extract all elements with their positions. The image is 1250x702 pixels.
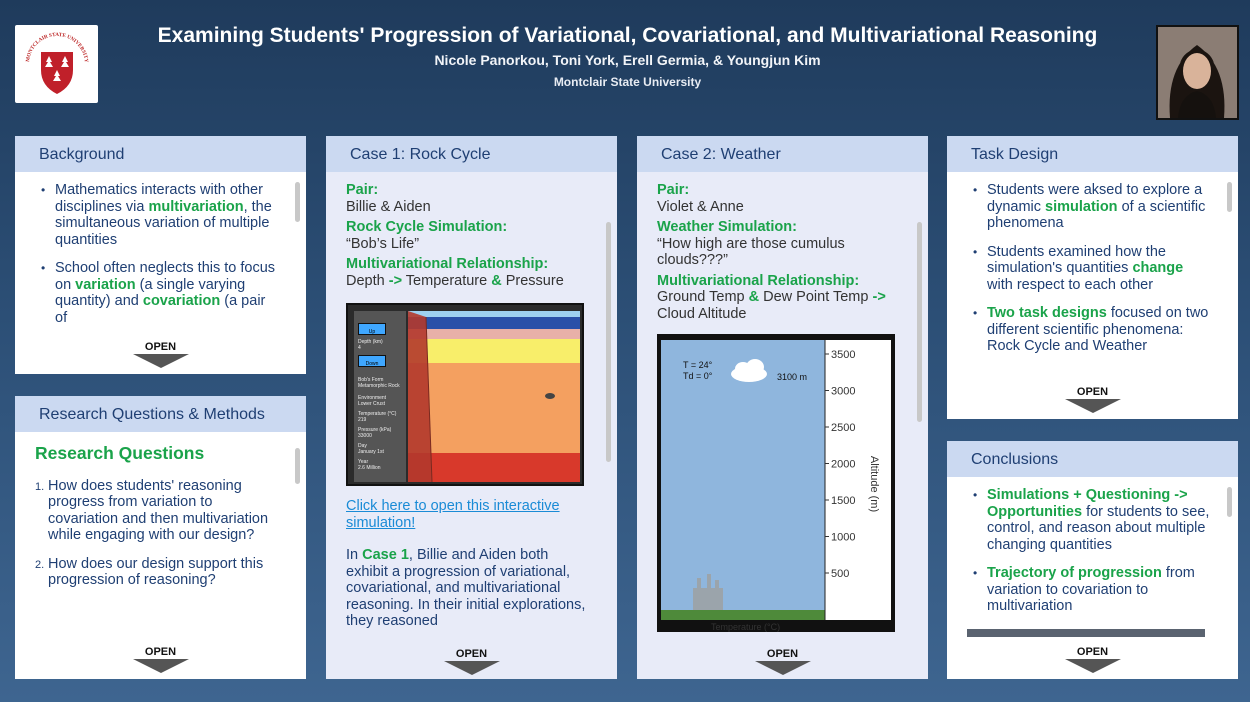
altitude-tick-label: 500 xyxy=(831,568,850,580)
altitude-tick-label: 2000 xyxy=(831,458,856,471)
case2-sim-label: Weather Simulation: xyxy=(657,219,797,235)
down-arrow-icon xyxy=(755,661,811,675)
background-panel[interactable] xyxy=(15,136,306,374)
research-questions-title: Research Questions xyxy=(35,443,205,463)
altitude-tick-label: 3000 xyxy=(831,385,856,398)
open-label: OPEN xyxy=(455,648,488,660)
background-scrollbar[interactable] xyxy=(295,182,300,222)
down-arrow-icon xyxy=(1065,659,1121,673)
case1-rel-label: Multivariational Relationship: xyxy=(346,256,549,272)
altitude-tick-label: 1000 xyxy=(831,531,856,544)
open-label: OPEN xyxy=(1076,646,1109,658)
conclusions-header: Conclusions xyxy=(947,441,1238,477)
down-arrow-icon xyxy=(133,659,189,673)
rock-layers-graphic xyxy=(408,311,580,482)
research-header: Research Questions & Methods xyxy=(15,396,306,432)
case1-pair-label: Pair: xyxy=(346,182,379,198)
altitude-tick-label: 3500 xyxy=(831,349,856,361)
research-question-2: 2. How does our design support this progression of reasoning? xyxy=(35,555,264,588)
conclusions-bullet-1: • Simulations + Questioning -> Opportunities for students to see, control, and reason about multiple changing quantities xyxy=(973,487,1212,553)
case1-panel[interactable] xyxy=(326,136,617,679)
task-bullet-3: • Two task designs focused on two different scientific phenomena: Rock Cycle and Weather xyxy=(973,305,1212,355)
open-label: OPEN xyxy=(144,646,177,658)
background-open-button[interactable] xyxy=(15,341,306,368)
open-label: OPEN xyxy=(1076,386,1109,398)
poster-title: Examining Students' Progression of Variational, Covariational, and Multivariational Reasoning xyxy=(157,24,1098,47)
background-header: Background xyxy=(15,136,306,172)
case1-description: In Case 1, Billie and Aiden both exhibit a progression of variational, covariational, and multivariational reasoning. In their initial explorations, they reasoned xyxy=(346,547,586,629)
task-scrollbar[interactable] xyxy=(1227,182,1232,212)
case2-header: Case 2: Weather xyxy=(637,136,928,172)
cloud-altitude-readout: 3100 m xyxy=(777,372,808,382)
case1-header: Case 1: Rock Cycle xyxy=(326,136,617,172)
background-bullet-1: • Mathematics interacts with other disciplines via multivariation, the simultaneous variation of multiple quantities xyxy=(41,182,280,248)
shield-logo-icon xyxy=(19,28,95,100)
case1-open-button[interactable] xyxy=(326,648,617,675)
author-photo xyxy=(1156,25,1239,120)
case1-sim-label: Rock Cycle Simulation: xyxy=(346,219,508,235)
case1-simulation-link[interactable]: Click here to open this interactive simulation! xyxy=(346,498,560,531)
research-open-button[interactable] xyxy=(15,646,306,673)
case1-scrollbar[interactable] xyxy=(606,222,611,462)
case1-relationship: Depth -> Temperature & Pressure xyxy=(346,272,564,289)
poster-authors: Nicole Panorkou, Toni York, Erell Germia, & Youngjun Kim xyxy=(434,52,821,68)
research-panel[interactable] xyxy=(15,396,306,679)
weather-simulation-image[interactable] xyxy=(657,334,895,632)
case2-rel-label: Multivariational Relationship: xyxy=(657,272,860,289)
task-bullet-2: • Students examined how the simulation's quantities change with respect to each other xyxy=(973,244,1212,294)
task-design-panel[interactable] xyxy=(947,136,1238,419)
task-open-button[interactable] xyxy=(947,386,1238,413)
task-design-header: Task Design xyxy=(947,136,1238,172)
rock-cycle-simulation-image[interactable] xyxy=(346,303,584,486)
case2-scrollbar[interactable] xyxy=(917,222,922,422)
open-label: OPEN xyxy=(766,648,799,660)
weather-graphic xyxy=(657,334,895,632)
down-arrow-icon xyxy=(444,661,500,675)
conclusions-image-edge xyxy=(967,629,1205,637)
conclusions-bullet-2: • Trajectory of progression from variation to covariation to multivariation xyxy=(973,565,1212,615)
case2-pair: Violet & Anne xyxy=(657,198,744,215)
altitude-axis-label: Altitude (m) xyxy=(868,455,880,513)
open-label: OPEN xyxy=(144,341,177,353)
case2-pair-label: Pair: xyxy=(657,182,690,198)
down-arrow-icon xyxy=(1065,399,1121,413)
conclusions-scrollbar[interactable] xyxy=(1227,487,1232,517)
case2-relationship: Ground Temp & Dew Point Temp -> Cloud Altitude xyxy=(657,289,886,322)
down-arrow-icon xyxy=(133,354,189,368)
poster-header xyxy=(120,22,1135,94)
task-bullet-1: • Students were aksed to explore a dynamic simulation of a scientific phenomena xyxy=(973,182,1212,232)
sim-down-button: Down xyxy=(358,355,386,367)
sim-up-button: Up xyxy=(358,323,386,335)
svg-text:MONTCLAIR STATE UNIVERSITY: MONTCLAIR STATE UNIVERSITY xyxy=(24,31,89,63)
case1-sim-name: “Bob’s Life” xyxy=(346,235,420,252)
conclusions-panel[interactable] xyxy=(947,441,1238,679)
case2-panel[interactable] xyxy=(637,136,928,679)
case2-sim-name: “How high are those cumulus clouds???” xyxy=(657,235,845,268)
case2-open-button[interactable] xyxy=(637,648,928,675)
dewpoint-readout: Td = 0° xyxy=(683,371,713,381)
altitude-tick-label: 2500 xyxy=(831,422,856,434)
research-question-1: 1. How does students' reasoning progress from variation to covariation and then multivariation while engaging with our design? xyxy=(35,477,269,543)
research-scrollbar[interactable] xyxy=(295,448,300,484)
university-logo xyxy=(15,25,98,103)
background-bullet-2: • School often neglects this to focus on variation (a single varying quantity) and covariation (a pair of xyxy=(41,260,280,326)
simulation-sidebar: Up Depth (km) 4 Down Bob's Form Metamorphic Rock Environment Lower Crust Temperature (°C) 219 Pressure (kPa) 33000 Day January 1st Year 2.6 Million xyxy=(354,311,406,482)
altitude-tick-label: 1500 xyxy=(831,495,856,507)
temperature-readout: T = 24° xyxy=(683,360,713,370)
poster-affiliation: Montclair State University xyxy=(553,75,702,89)
case1-pair: Billie & Aiden xyxy=(346,198,431,215)
conclusions-open-button[interactable] xyxy=(947,646,1238,673)
temperature-axis-label: Temperature (°C) xyxy=(711,622,781,632)
